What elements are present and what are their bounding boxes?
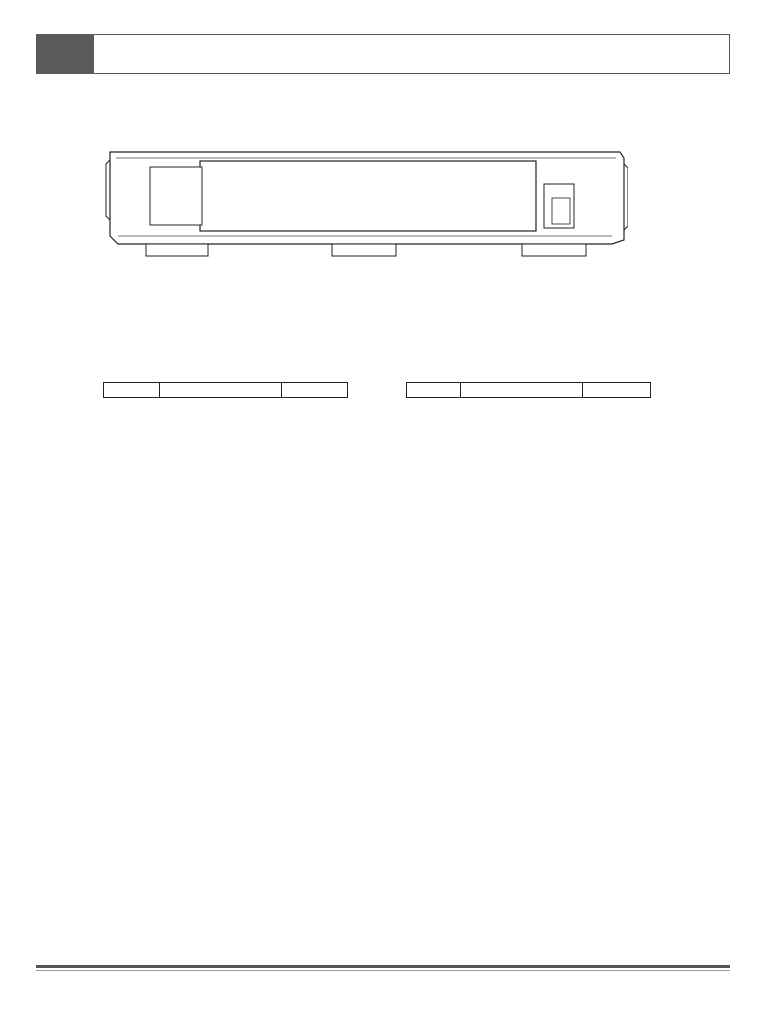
header-capacity xyxy=(583,383,651,398)
fuse-table-right xyxy=(406,382,651,398)
side-fuse-window xyxy=(150,167,202,225)
chapter-number xyxy=(36,34,94,74)
connector-left xyxy=(146,244,208,256)
header-description xyxy=(160,383,282,398)
table-header-row xyxy=(407,383,651,398)
header-no xyxy=(104,383,160,398)
chapter-header xyxy=(36,34,730,74)
connector-right xyxy=(522,244,586,256)
connector-center xyxy=(332,244,396,256)
header-capacity xyxy=(282,383,348,398)
footer-rule xyxy=(36,965,730,968)
footer-rule-thin xyxy=(36,970,730,971)
right-clip xyxy=(552,198,570,224)
header-no xyxy=(407,383,461,398)
fuse-table-left xyxy=(103,382,348,398)
fuse-block-diagram xyxy=(104,146,628,258)
header-description xyxy=(461,383,583,398)
fuse-window xyxy=(200,161,536,231)
table-header-row xyxy=(104,383,348,398)
